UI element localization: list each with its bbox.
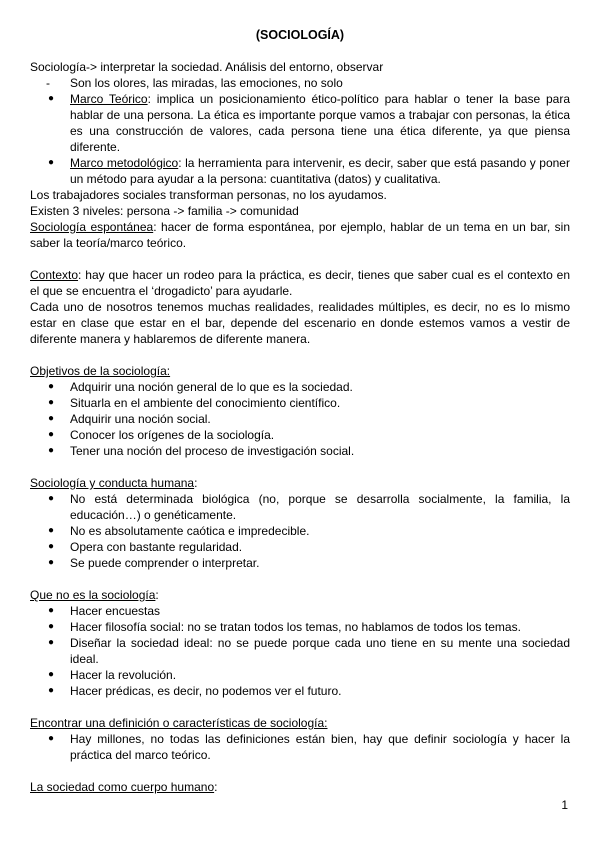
contexto-paragraph: Contexto: hay que hacer un rodeo para la práctica, es decir, tienes que saber cual es el contexto en el que se encuentra el ‘drogadicto’ para ayudarle. [30,268,570,298]
bullet-icon: ● [48,605,55,616]
bullet-icon: ● [48,669,55,680]
list-item: ● Hacer la revolución. [48,668,177,682]
marco-metodologico-text: : la herramienta para intervenir, es decir, saber que está pasando y poner un método para ayudar a la persona: cuantitativa (datos) y cualitativa. [70,156,570,186]
trabajadores-line: Los trabajadores sociales transforman personas, no los ayudamos. [30,188,387,202]
list-item: ● Situarla en el ambiente del conocimiento científico. [48,396,341,410]
objetivos-list [30,379,570,459]
bullet-icon: ● [48,557,55,568]
list-item-marco-metodologico [30,155,570,187]
marco-teorico-label: Marco Teórico [70,92,148,106]
sociologia-espontanea-label: Sociología espontánea [30,220,154,234]
list-item: ● Hay millones, no todas las definiciones están bien, hay que definir sociología y hacer la práctica del marco teórico. [48,732,570,762]
contexto-label: Contexto [30,268,79,282]
marco-teorico-text: : implica un posicionamiento ético-político para hablar o tener la base para hablar de una persona. La ética es importante porque vamos a trabajar con personas, la ética es una construcción de valores, cada persona tiene una ética diferente, ya que piensa diferente. [70,92,571,154]
bullet-icon: ● [48,381,55,392]
niveles-line: Existen 3 niveles: persona -> familia -> comunidad [30,204,299,218]
conducta-heading: Sociología y conducta humana: [30,476,198,490]
list-item: - Son los olores, las miradas, las emociones, no solo [46,76,343,90]
cuerpo-humano-heading: La sociedad como cuerpo humano: [30,780,218,794]
list-item: ● Hacer encuestas [48,604,161,618]
list-item: ● Adquirir una noción general de lo que es la sociedad. [48,380,353,394]
list-item: ● No está determinada biológica (no, porque se desarrolla socialmente, la familia, la educación…) o genéticamente. [48,492,570,522]
list-item: ● Adquirir una noción social. [48,412,211,426]
intro-dash-list [30,75,570,91]
page-number: 1 [561,798,568,812]
document-body [30,59,570,795]
bullet-icon: ● [48,429,55,440]
list-item: ● Opera con bastante regularidad. [48,540,243,554]
definicion-heading: Encontrar una definición o características de sociología: [30,716,328,730]
page-title: (SOCIOLOGÍA) [255,28,345,42]
bullet-icon: ● [48,493,55,504]
list-item-marco-teorico [30,91,570,155]
list-item: ● Conocer los orígenes de la sociología. [48,428,275,442]
marcos-list [30,91,570,187]
intro-line: Sociología-> interpretar la sociedad. Análisis del entorno, observar [30,60,384,74]
sociologia-espontanea-paragraph: Sociología espontánea: hacer de forma espontánea, por ejemplo, hablar de un tema en un bar, sin saber la teoría/marco teórico. [30,220,570,250]
realidades-paragraph: Cada uno de nosotros tenemos muchas realidades, realidades múltiples, es decir, no es lo mismo estar en clase que estar en el bar, depende del escenario en donde estemos vamos a vestir de diferente manera y hablaremos de diferente manera. [30,300,570,346]
list-item: ● Tener una noción del proceso de investigación social. [48,444,355,458]
bullet-icon: ● [48,685,55,696]
bullet-icon: ● [48,637,55,648]
bullet-icon: ● [48,541,55,552]
list-item: ● Hacer filosofía social: no se tratan todos los temas, no hablamos de todos los temas. [48,620,521,634]
bullet-icon: ● [48,733,55,744]
bullet-icon: ● [48,157,55,168]
bullet-icon: ● [48,621,55,632]
bullet-icon: ● [48,445,55,456]
objetivos-heading: Objetivos de la sociología: [30,364,171,378]
que-no-es-heading: Que no es la sociología: [30,588,159,602]
marco-metodologico-label: Marco metodológico [70,156,179,170]
bullet-icon: ● [48,413,55,424]
bullet-icon: ● [48,525,55,536]
que-no-es-list [30,603,570,699]
dash-bullet: - [46,76,50,90]
list-item: ● No es absolutamente caótica e impredecible. [48,524,310,538]
bullet-icon: ● [48,397,55,408]
list-item: ● Diseñar la sociedad ideal: no se puede porque cada uno tiene en su mente una sociedad ideal. [48,636,570,666]
conducta-list [30,491,570,571]
bullet-icon: ● [48,93,55,104]
list-item: ● Se puede comprender o interpretar. [48,556,260,570]
definicion-list [30,731,570,763]
list-item: ● Hacer prédicas, es decir, no podemos ver el futuro. [48,684,342,698]
